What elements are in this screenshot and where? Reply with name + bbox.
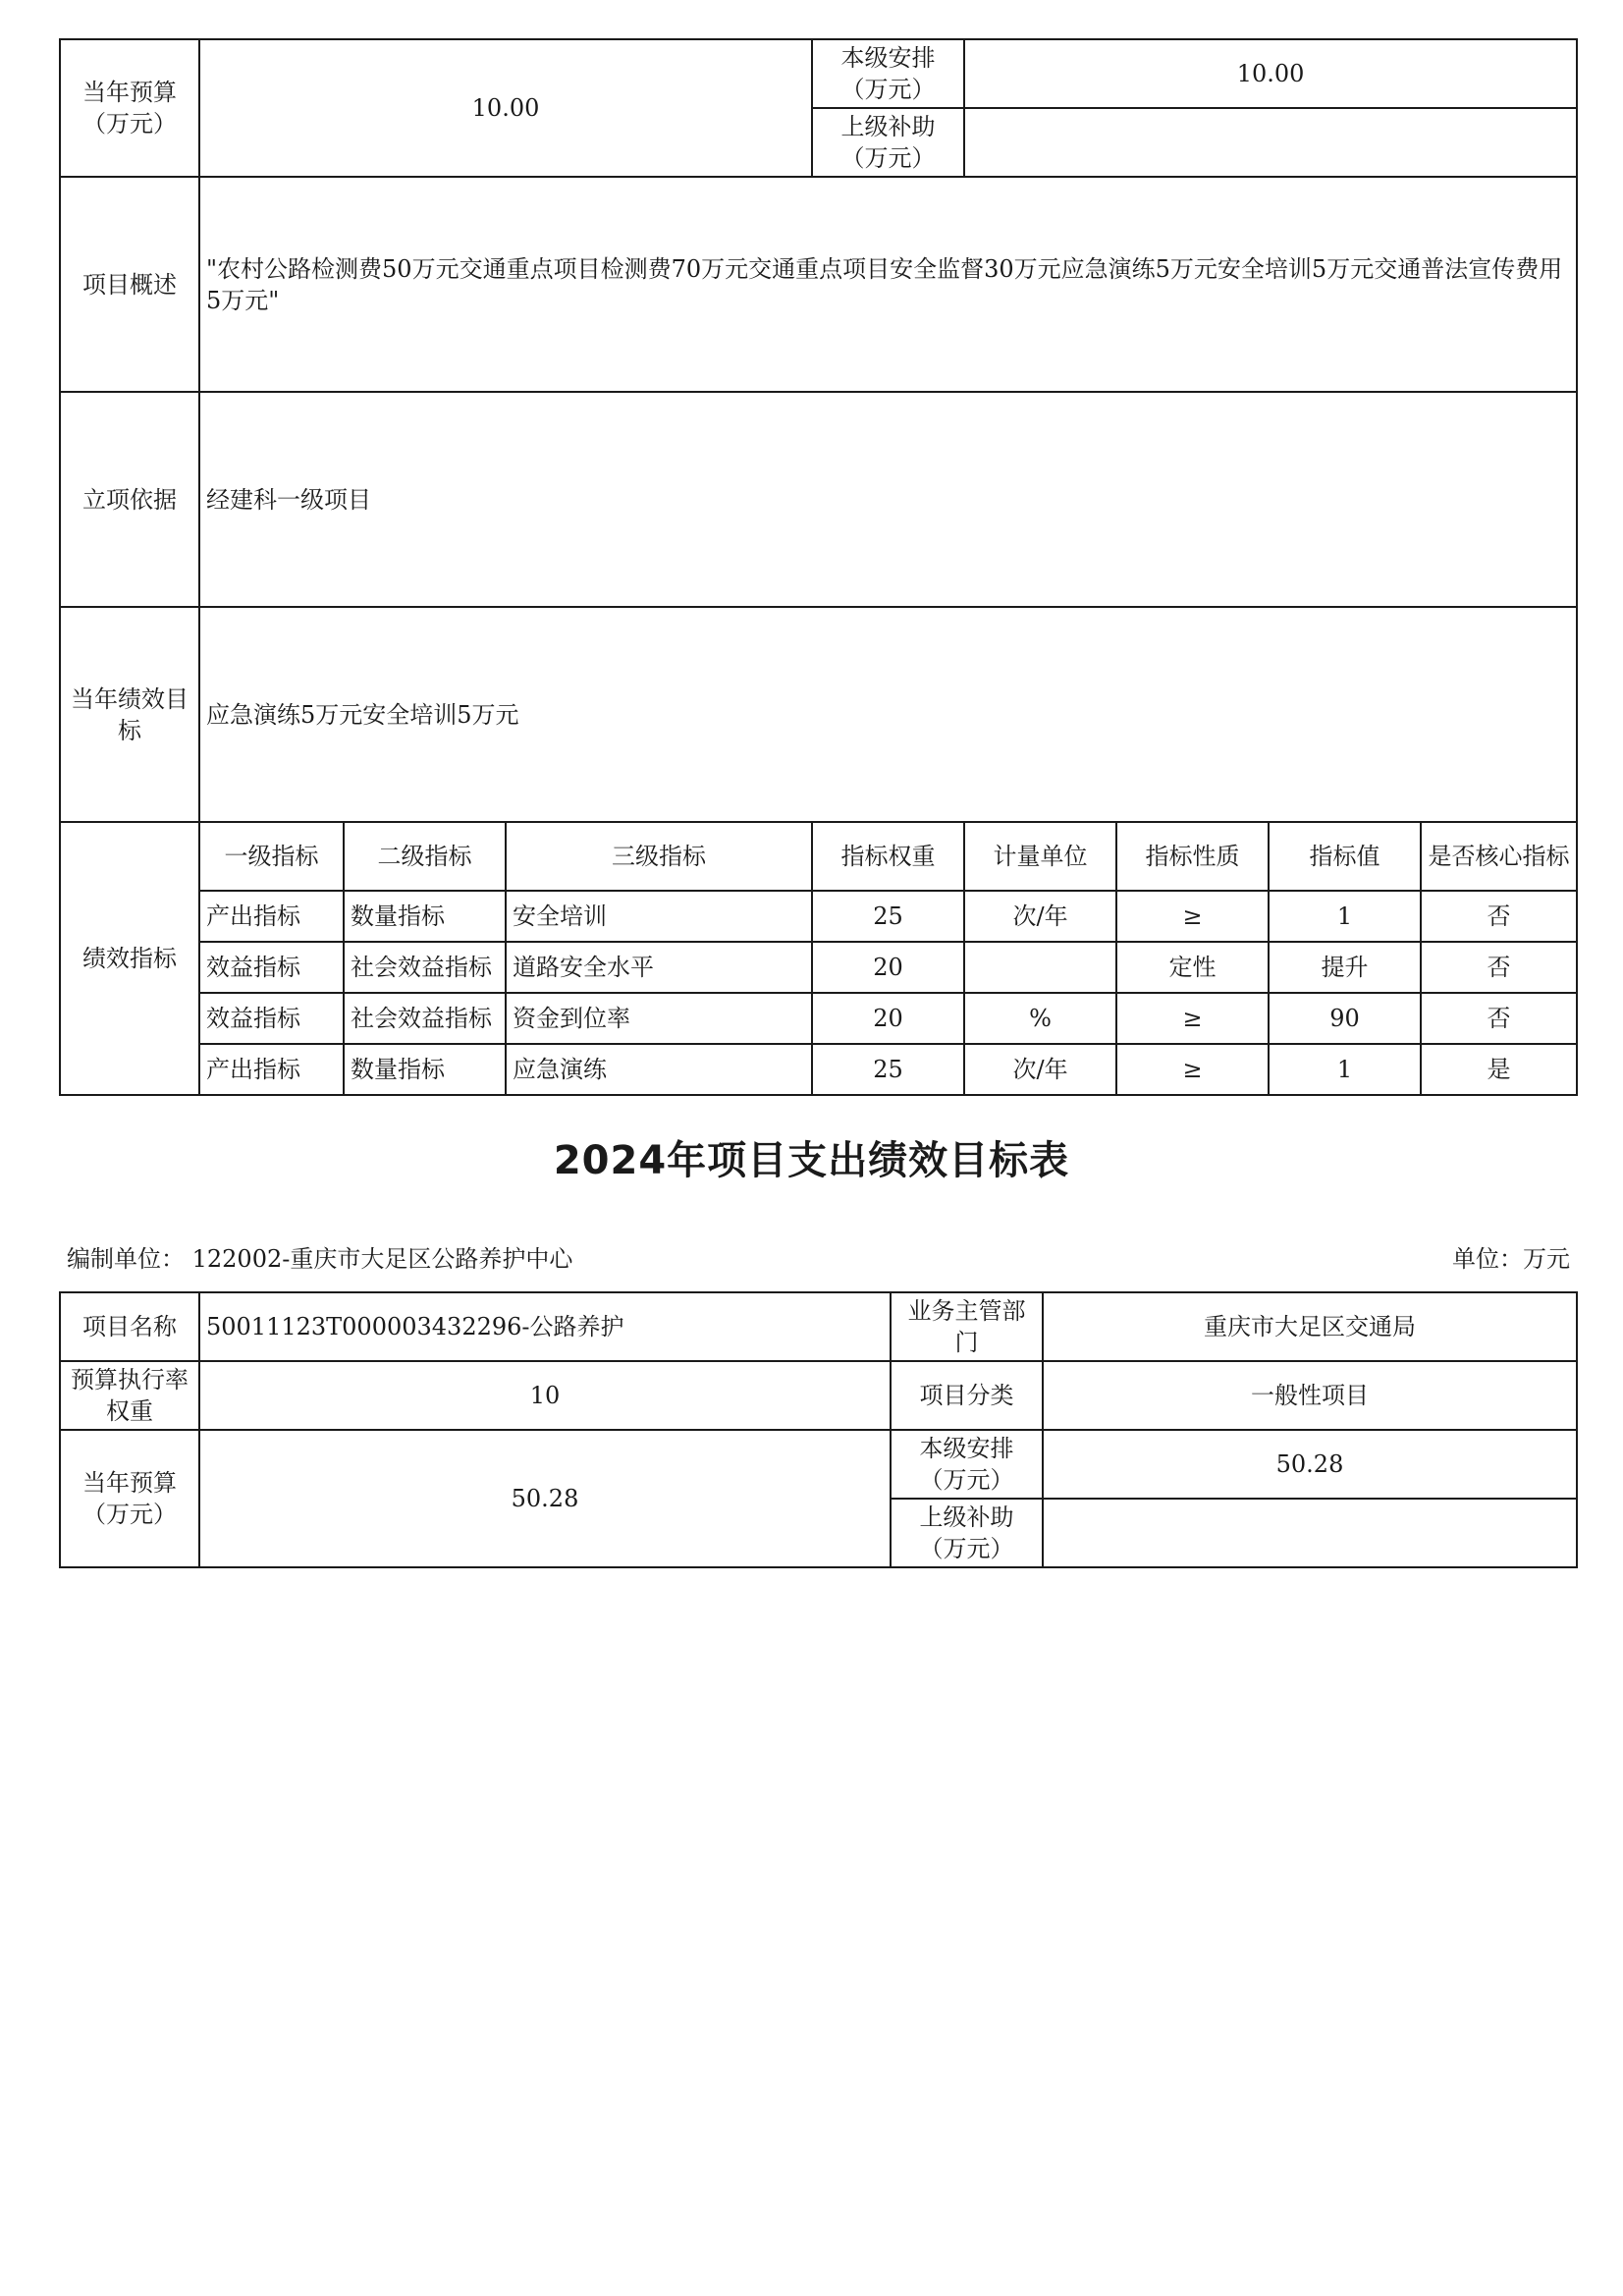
compile-unit: 编制单位： 122002-重庆市大足区公路养护中心 xyxy=(67,1245,573,1273)
budget-label: 当年预算（万元） xyxy=(60,1430,199,1567)
table-cell: ≥ xyxy=(1116,1044,1269,1095)
this-level-value: 50.28 xyxy=(1043,1430,1577,1499)
basis-label: 立项依据 xyxy=(60,392,199,607)
this-level-label: 本级安排（万元） xyxy=(812,39,964,108)
overview-value: "农村公路检测费50万元交通重点项目检测费70万元交通重点项目安全监督30万元应急演练5万元安全培训5万元交通普法宣传费用5万元" xyxy=(199,177,1577,392)
table-cell: 道路安全水平 xyxy=(506,942,812,993)
goal-value: 应急演练5万元安全培训5万元 xyxy=(199,607,1577,822)
table-cell: 1 xyxy=(1269,891,1421,942)
table-row xyxy=(60,942,1577,993)
table-cell: 25 xyxy=(812,891,964,942)
table-cell: 否 xyxy=(1421,993,1577,1044)
exec-rate-value: 10 xyxy=(199,1361,891,1430)
table-cell: % xyxy=(964,993,1116,1044)
project-name-value: 50011123T000003432296-公路养护 xyxy=(199,1292,891,1361)
header-cell: 一级指标 xyxy=(199,822,344,891)
upper-subsidy-label: 上级补助（万元） xyxy=(891,1499,1043,1567)
budget-value: 50.28 xyxy=(199,1430,891,1567)
table-cell: ≥ xyxy=(1116,891,1269,942)
table-cell: 社会效益指标 xyxy=(344,993,506,1044)
header-cell: 指标性质 xyxy=(1116,822,1269,891)
table-row xyxy=(60,891,1577,942)
table-cell: 产出指标 xyxy=(199,1044,344,1095)
currency-unit: 单位：万元 xyxy=(1452,1245,1570,1273)
project-summary-table xyxy=(59,1291,1578,1568)
header-cell: 三级指标 xyxy=(506,822,812,891)
table-cell: 定性 xyxy=(1116,942,1269,993)
project-name-label: 项目名称 xyxy=(60,1292,199,1361)
upper-subsidy-label: 上级补助（万元） xyxy=(812,108,964,177)
this-level-label: 本级安排（万元） xyxy=(891,1430,1043,1499)
overview-label: 项目概述 xyxy=(60,177,199,392)
table-cell: 20 xyxy=(812,993,964,1044)
table-cell: 1 xyxy=(1269,1044,1421,1095)
table-cell: 否 xyxy=(1421,891,1577,942)
table-cell: 社会效益指标 xyxy=(344,942,506,993)
table-row xyxy=(60,1044,1577,1095)
table-cell: ≥ xyxy=(1116,993,1269,1044)
goal-label: 当年绩效目标 xyxy=(60,607,199,822)
category-label: 项目分类 xyxy=(891,1361,1043,1430)
indicator-header-row xyxy=(60,822,1577,891)
table-cell: 数量指标 xyxy=(344,891,506,942)
budget-value: 10.00 xyxy=(199,39,812,177)
table-row xyxy=(60,993,1577,1044)
header-cell: 二级指标 xyxy=(344,822,506,891)
table-cell xyxy=(964,942,1116,993)
table-cell: 提升 xyxy=(1269,942,1421,993)
upper-subsidy-value xyxy=(1043,1499,1577,1567)
table-cell: 25 xyxy=(812,1044,964,1095)
header-cell: 计量单位 xyxy=(964,822,1116,891)
budget-label: 当年预算（万元） xyxy=(60,39,199,177)
basis-value: 经建科一级项目 xyxy=(199,392,1577,607)
header-cell: 指标值 xyxy=(1269,822,1421,891)
table-cell: 效益指标 xyxy=(199,942,344,993)
header-cell: 指标权重 xyxy=(812,822,964,891)
indicator-label: 绩效指标 xyxy=(60,822,199,1095)
table-cell: 90 xyxy=(1269,993,1421,1044)
table-cell: 否 xyxy=(1421,942,1577,993)
table-cell: 是 xyxy=(1421,1044,1577,1095)
this-level-value: 10.00 xyxy=(964,39,1577,108)
table-cell: 效益指标 xyxy=(199,993,344,1044)
exec-rate-label: 预算执行率权重 xyxy=(60,1361,199,1430)
header-cell: 是否核心指标 xyxy=(1421,822,1577,891)
table-cell: 次/年 xyxy=(964,1044,1116,1095)
project-detail-table xyxy=(59,38,1578,1096)
table-cell: 资金到位率 xyxy=(506,993,812,1044)
table-cell: 应急演练 xyxy=(506,1044,812,1095)
table-cell: 次/年 xyxy=(964,891,1116,942)
table-cell: 产出指标 xyxy=(199,891,344,942)
category-value: 一般性项目 xyxy=(1043,1361,1577,1430)
upper-subsidy-value xyxy=(964,108,1577,177)
table-cell: 安全培训 xyxy=(506,891,812,942)
dept-label: 业务主管部门 xyxy=(891,1292,1043,1361)
table-cell: 数量指标 xyxy=(344,1044,506,1095)
page-title: 2024年项目支出绩效目标表 xyxy=(553,1138,1070,1183)
dept-value: 重庆市大足区交通局 xyxy=(1043,1292,1577,1361)
table-cell: 20 xyxy=(812,942,964,993)
